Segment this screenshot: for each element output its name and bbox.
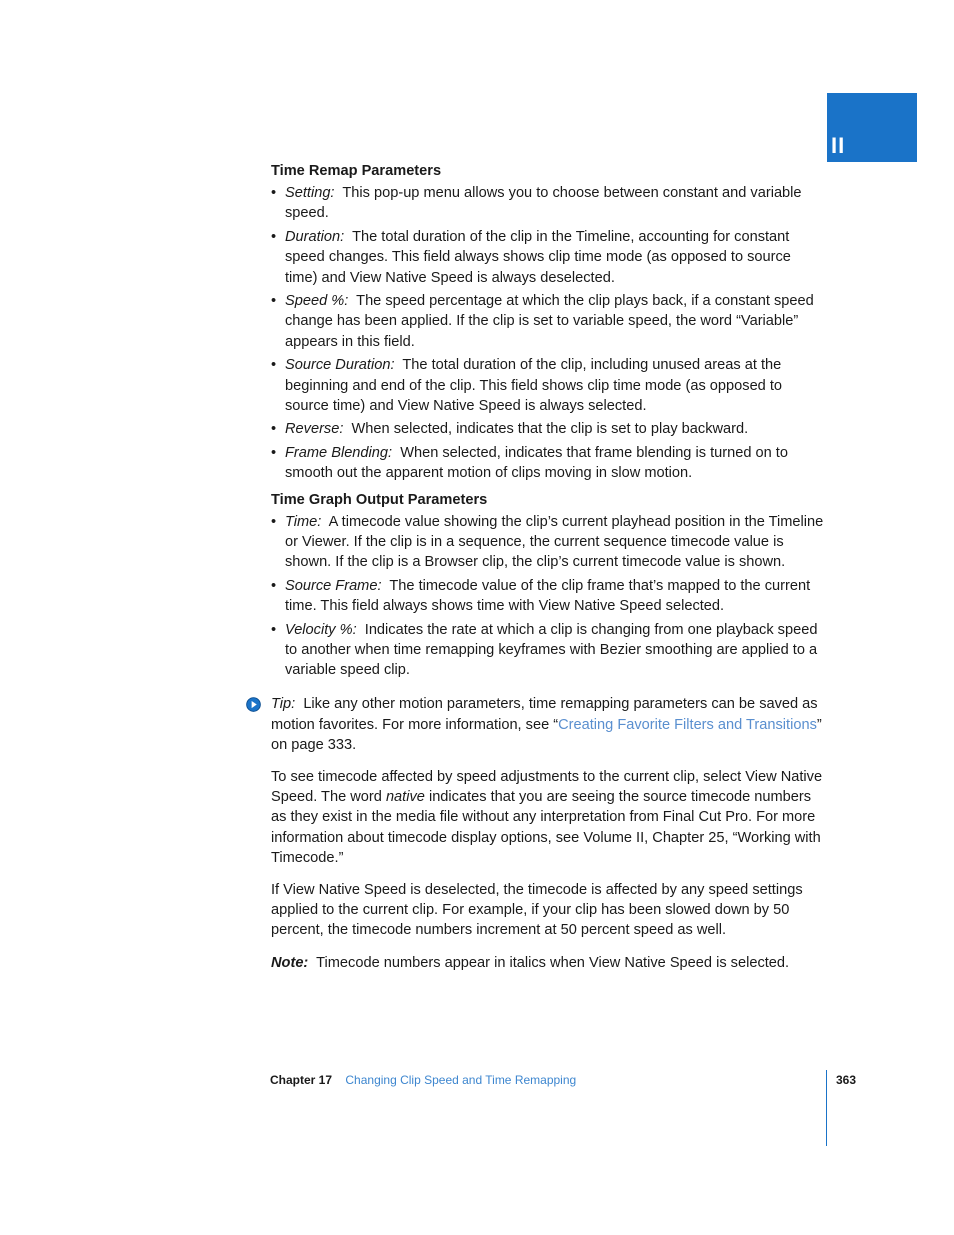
page-number: 363 [836,1073,857,1087]
footer-chapter: Chapter 17 [270,1073,333,1087]
note-paragraph: Note: Timecode numbers appear in italics when View Native Speed is selected. [271,954,790,971]
favorite-filters-link[interactable]: Creating Favorite Filters and Transitions [558,716,817,733]
list-item: • Time: A timecode value showing the clip’s current playhead position in the Timeline or Viewer. If the clip is in a sequence, the current sequence timecode value is shown. If the clip is a Browser clip, the clip’s current timecode value is shown. [271,513,824,571]
tip-block: Tip: Like any other motion parameters, time remapping parameters can be saved as motion favorites. For more information, see “Creating Favorite Filters and Transitions” on page 333. [271,694,827,755]
list-item: • Frame Blending: When selected, indicates that frame blending is turned on to smooth out the apparent motion of clips moving in slow motion. [271,445,788,482]
section-heading-time-graph: Time Graph Output Parameters [271,491,488,508]
part-marker-label: II [831,133,846,158]
section-heading-time-remap: Time Remap Parameters [271,163,442,179]
deselected-paragraph: If View Native Speed is deselected, the timecode is affected by any speed settings applied to the current clip. For example, if your clip has been slowed down by 50 percent, the timecode numbers increment at 50 percent speed as well. [271,882,803,939]
page-content [271,161,827,973]
time-graph-list [271,512,827,681]
page-footer [270,1073,576,1087]
native-speed-paragraph: To see timecode affected by speed adjustments to the current clip, select View Native Speed. The word native indicates that you are seeing the source timecode numbers as they exist in the media file without any interpretation from Final Cut Pro. For more information about timecode display options, see Volume II, Chapter 25, “Working with Timecode.” [271,768,823,866]
list-item: • Source Frame: The timecode value of the clip frame that’s mapped to the current time. This field always shows time with View Native Speed selected. [271,577,811,615]
note-label: Note: [271,954,309,971]
footer-chapter-title[interactable]: Changing Clip Speed and Time Remapping [345,1073,577,1087]
list-item: • Source Duration: The total duration of the clip, including unused areas at the beginning and end of the clip. This field shows clip time mode (as opposed to source time) and View Native Speed is always selected. [271,357,783,414]
list-item: • Speed %: The speed percentage at which the clip plays back, if a constant speed change has been applied. If the clip is set to variable speed, the word “Variable” appears in this field. [271,293,814,350]
tip-arrow-icon [246,697,261,712]
list-item: • Velocity %: Indicates the rate at which a clip is changing from one playback speed to another when time remapping keyframes with Bezier smoothing are applied to a variable speed clip. [271,621,818,679]
time-remap-list [271,183,827,483]
list-item: • Reverse: When selected, indicates that the clip is set to play backward. [271,421,749,438]
footer-divider [826,1070,827,1146]
part-marker-tab [827,93,917,162]
tip-label: Tip: [271,696,296,713]
list-item: • Duration: The total duration of the clip in the Timeline, accounting for constant speed changes. This field always shows clip time mode (as opposed to source time) and View Native Speed is always deselected. [271,229,791,286]
list-item: • Setting: This pop-up menu allows you to choose between constant and variable speed. [271,185,802,222]
